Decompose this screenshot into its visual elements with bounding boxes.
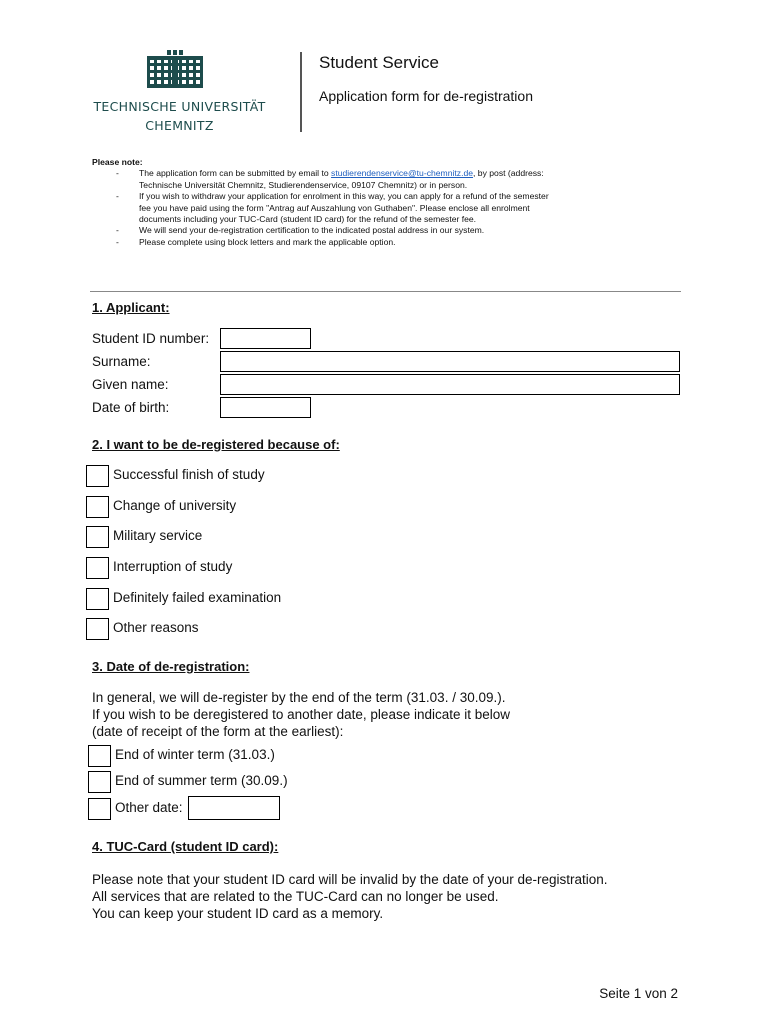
note-item: - The application form can be submitted by email to studierendenservice@tu-chemnitz.de, by post (address: Technische Universität Chemnitz, Studierendenservice, 09107 Chemnitz) or in person. — [116, 168, 544, 190]
surname-input[interactable] — [220, 351, 680, 372]
note-text: Please complete using block letters and mark the applicable option. — [139, 236, 396, 247]
student-id-label: Student ID number: — [92, 331, 210, 346]
note-text: , by post (address: — [473, 168, 544, 179]
date-option-label: End of winter term (31.03.) — [115, 747, 275, 762]
student-id-input[interactable] — [220, 328, 311, 349]
given-name-label: Given name: — [92, 377, 169, 392]
page-number: Seite 1 von 2 — [599, 986, 678, 1001]
date-checkbox[interactable] — [88, 745, 111, 767]
section-heading-applicant: 1. Applicant: — [92, 300, 170, 315]
section-heading-tuc-card: 4. TUC-Card (student ID card): — [92, 839, 279, 854]
reason-checkbox[interactable] — [86, 526, 109, 548]
note-text: fee you have paid using the form "Antrag auf Auszahlung von Guthaben". Please enclose all enrolment — [139, 202, 530, 213]
reason-checkbox[interactable] — [86, 465, 109, 487]
date-option-label: End of summer term (30.09.) — [115, 773, 288, 788]
other-date-input[interactable] — [188, 796, 280, 820]
note-text: If you wish to withdraw your application for enrolment in this way, you can apply for a refund of the semester — [139, 191, 549, 202]
page-subtitle: Application form for de-registration — [319, 88, 533, 104]
reason-checkbox[interactable] — [86, 618, 109, 640]
logo-text-line1: TECHNISCHE UNIVERSITÄT — [93, 99, 266, 114]
date-checkbox[interactable] — [88, 771, 111, 793]
date-of-birth-label: Date of birth: — [92, 400, 170, 415]
tuc-card-info-line: You can keep your student ID card as a memory. — [92, 906, 384, 921]
reason-option-label: Definitely failed examination — [113, 590, 282, 605]
note-item: - We will send your de-registration certification to the indicated postal address in our system. — [116, 225, 485, 236]
notes-heading: Please note: — [92, 157, 143, 167]
section-heading-reason: 2. I want to be de-registered because of: — [92, 437, 340, 452]
reason-option-label: Change of university — [113, 498, 237, 513]
logo-text-line2: CHEMNITZ — [145, 118, 214, 133]
university-logo-icon — [147, 50, 203, 92]
tuc-card-info-line: Please note that your student ID card will be invalid by the date of your de-registration. — [92, 872, 608, 887]
reason-checkbox[interactable] — [86, 557, 109, 579]
date-info-line: (date of receipt of the form at the earliest): — [92, 724, 344, 739]
note-text: We will send your de-registration certification to the indicated postal address in our system. — [139, 225, 485, 236]
date-info-line: In general, we will de-register by the end of the term (31.03. / 30.09.). — [92, 690, 506, 705]
given-name-input[interactable] — [220, 374, 680, 395]
surname-label: Surname: — [92, 354, 151, 369]
note-text: documents including your TUC-Card (student ID card) for the refund of the semester fee. — [139, 214, 477, 225]
date-of-birth-input[interactable] — [220, 397, 311, 418]
date-info-line: If you wish to be deregistered to another date, please indicate it below — [92, 707, 511, 722]
email-link[interactable]: studierendenservice@tu-chemnitz.de — [331, 168, 474, 179]
date-option-label: Other date: — [115, 800, 183, 815]
note-item: - If you wish to withdraw your application for enrolment in this way, you can apply for a refund of the semester fee you have paid using the form "Antrag auf Auszahlung von Guthaben". Please enclose all enrolment documents including your TUC-Card (student ID card) for the refund of the semester fee. — [116, 191, 549, 225]
notes-block — [92, 157, 652, 248]
page-title: Student Service — [319, 53, 440, 72]
date-checkbox[interactable] — [88, 798, 111, 820]
reason-option-label: Other reasons — [113, 620, 199, 635]
section-heading-date: 3. Date of de-registration: — [92, 659, 250, 674]
section-divider — [90, 291, 681, 292]
reason-option-label: Successful finish of study — [113, 467, 265, 482]
note-item: - Please complete using block letters and mark the applicable option. — [116, 236, 396, 247]
note-text: The application form can be submitted by email to — [139, 168, 332, 179]
tuc-card-info-text — [92, 871, 608, 922]
date-info-text — [92, 689, 510, 740]
header-divider — [300, 52, 302, 132]
reason-checkbox[interactable] — [86, 496, 109, 518]
note-text: Technische Universität Chemnitz, Studierendenservice, 09107 Chemnitz) or in person. — [139, 179, 468, 190]
reason-option-label: Military service — [113, 528, 203, 543]
reason-option-label: Interruption of study — [113, 559, 233, 574]
tuc-card-info-line: All services that are related to the TUC-Card can no longer be used. — [92, 889, 499, 904]
reason-checkbox[interactable] — [86, 588, 109, 610]
